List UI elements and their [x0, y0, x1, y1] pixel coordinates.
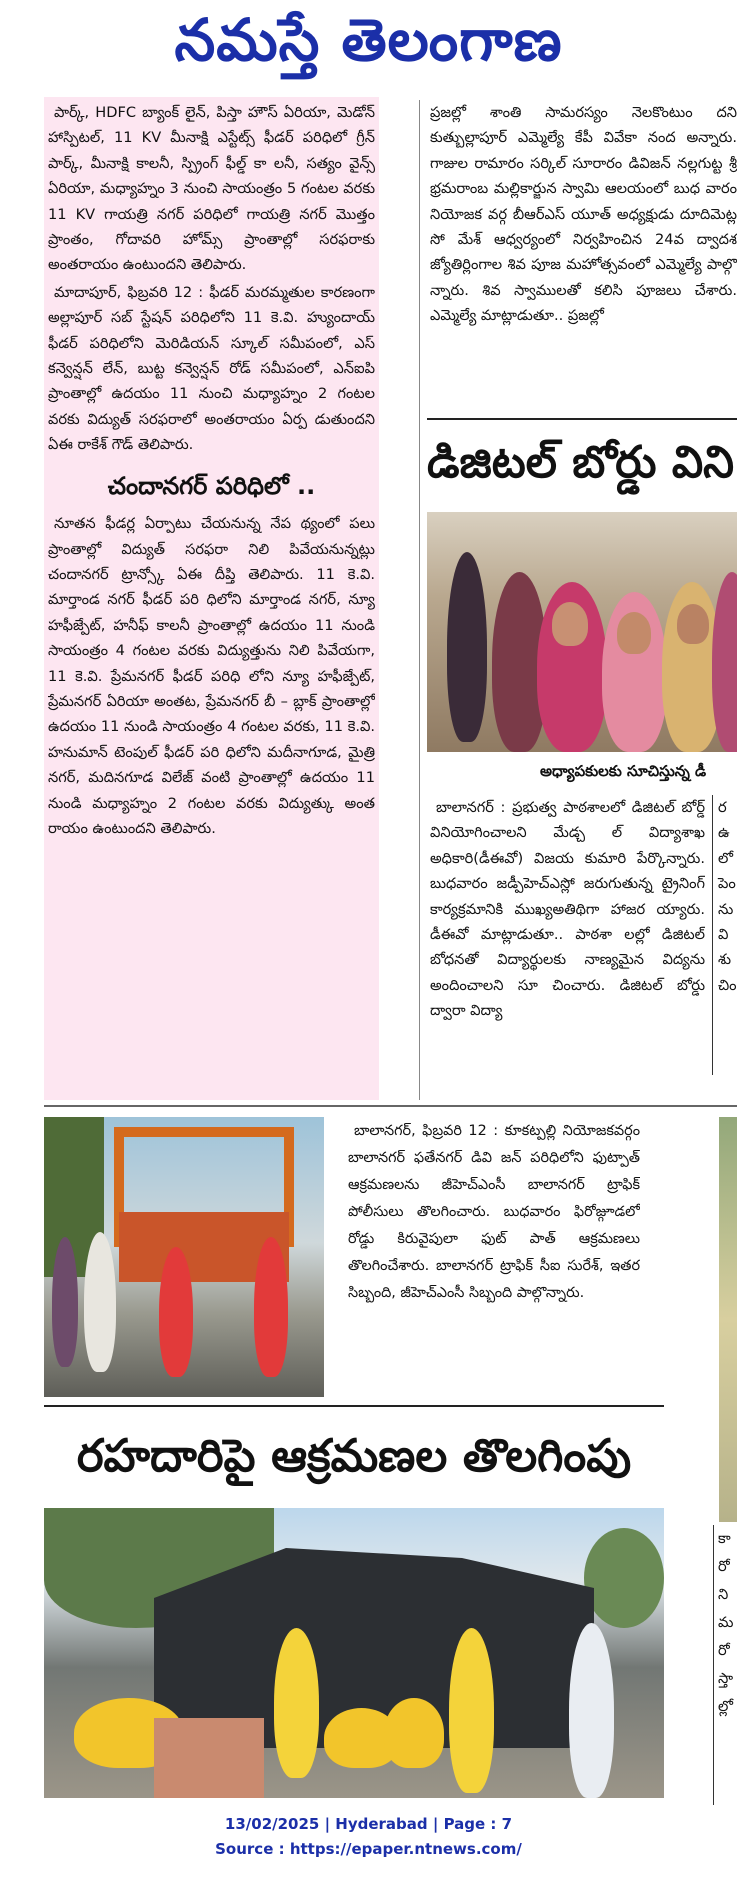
- edge-letter: శు: [718, 951, 732, 969]
- column-divider: [419, 100, 420, 1100]
- face-shape: [552, 602, 588, 646]
- truck-frame: [114, 1127, 294, 1137]
- footer-source-line: Source : https://epaper.ntnews.com/: [215, 1840, 522, 1858]
- edge-letter: ర: [718, 799, 727, 816]
- adjacent-divider: [713, 1525, 714, 1805]
- story-paragraph: ప్రజల్లో శాంతి సామరస్యం నెలకొంటుం దని కుత్బుల్లాపూర్ ఎమ్మెల్యే కేపీ వివేకా నంద అన్నారు. గాజుల రామారం సర్కిల్ సూరారం డివిజన్ నల్లగుట్ట శ్రీ భ్రమరాంబ మల్లికార్జున స్వామి ఆలయంలో బుధ వారం నియోజక వర్గ బీఆర్ఎస్ యూత్ అధ్యక్షుడు దూదిమెట్ల సో మేశ్ ఆధ్వర్యంలో నిర్వహించిన 24వ ద్వాదశ జ్యోతిర్లింగాల శివ పూజ మహోత్సవంలో ఎమ్మెల్యే పాల్గొ న్నారు. శివ స్వాములతో కలిసి పూజలు చేశారు. ఎమ్మెల్యే మాట్లాడుతూ.. ప్రజల్లో: [430, 104, 737, 325]
- edge-letter: స్తా: [718, 1670, 734, 1687]
- workers-photo: [44, 1508, 664, 1798]
- cargo-box: [154, 1718, 264, 1798]
- edge-letter: కా: [718, 1530, 731, 1547]
- edge-letter: వి: [718, 926, 729, 944]
- adjacent-column-fragment: [718, 1525, 737, 1721]
- edge-letter: లో: [718, 849, 734, 867]
- edge-letter: చిం: [718, 976, 737, 994]
- bystander-figure: [52, 1237, 78, 1367]
- police-figure: [254, 1237, 288, 1377]
- edge-letter: పెం: [718, 875, 736, 893]
- truck-photo: [44, 1117, 324, 1397]
- masthead-title: నమస్తే తెలంగాణ: [174, 6, 563, 74]
- digital-board-headline: డిజిటల్ బోర్డు విని: [427, 437, 735, 488]
- story-paragraph: పార్క్, HDFC బ్యాంక్ లైన్, పిస్తా హౌస్ ఏరియా, మెడోన్ హాస్పిటల్, 11 KV మీనాక్షి ఎస్టేట్స్ ఫీడర్ పరిధిలో గ్రీన్ పార్క్, మీనాక్షి కాలనీ, స్ప్రింగ్ ఫీల్డ్ కా లనీ, సత్యం వైన్స్ ఏరియా, మధ్యాహ్నం 3 నుంచి సాయంత్రం 5 గంటల వరకు 11 KV గాయత్రి నగర్ పరిధిలో గాయత్రి నగర్ మొత్తం ప్రాంతం, గోదావరి హోమ్స్ ప్రాంతాల్లో సరఫరాకు అంతరాయం ఉంటుందని తెలిపారు.: [48, 104, 375, 274]
- story-paragraph: నూతన ఫీడర్ల ఏర్పాటు చేయనున్న నేప థ్యంలో పలు ప్రాంతాల్లో విద్యుత్ సరఫరా నిలి పివేయనున్నట్లు చందానగర్ ట్రాన్స్కో ఏఈ దీప్తి తెలిపారు. 11 కె.వి. మార్తాండ నగర్ ఫీడర్ పరి ధిలోని మార్తాండ నగర్, న్యూ హఫీజ్పేట్, హనీఫ్ కాలనీ ప్రాంతాల్లో ఉదయం 11 నుండి సాయంత్రం 4 గంటల వరకు విద్యుత్తును నిలి పివేయగా, 11 కె.వి. ప్రేమనగర్ ఫీడర్ పరిధి లోని న్యూ హఫీజ్పేట్, ప్రేమనగర్ ఏరియా అంతట, ప్రేమనగర్ బీ – బ్లాక్ ప్రాంతాల్లో ఉదయం 11 నుండి సాయంత్రం 4 గంటల వరకు, 11 కె.వి. హనుమాన్ టెంపుల్ ఫీడర్ పరి ధిలోని మదీనాగూడ, మైత్రి నగర్, మదినగూడ విలేజ్ వంటి ప్రాంతాల్లో ఉదయం 11 నుండి మధ్యాహ్నం 2 గంటల వరకు విద్యుత్కు అంత రాయం ఉంటుందని తెలిపారు.: [48, 515, 375, 837]
- worker-figure: [384, 1698, 444, 1768]
- footer-edition-line: 13/02/2025 | Hyderabad | Page : 7: [224, 1815, 513, 1833]
- power-cut-story-text: [48, 100, 375, 1100]
- section-rule: [44, 1405, 664, 1407]
- worker-figure: [449, 1628, 494, 1793]
- edge-letter: ని: [718, 1586, 729, 1603]
- digital-story-divider: [712, 795, 713, 1075]
- chandanagar-subhead: చందానగర్ పరిధిలో ..: [107, 471, 316, 500]
- tree-shape: [584, 1528, 664, 1628]
- edge-letter: ఉ: [718, 824, 730, 842]
- section-rule: [427, 418, 737, 420]
- adjacent-column-fragment: [718, 795, 737, 998]
- worker-figure: [274, 1628, 319, 1778]
- edge-letter: రో: [718, 1642, 730, 1659]
- photo-caption: అధ్యాపకులకు సూచిస్తున్న డీ: [540, 762, 707, 780]
- story-paragraph: బాలానగర్, ఫిబ్రవరి 12 : కూకట్పల్లి నియోజకవర్గం బాలానగర్ ఫతేనగర్ డివి జన్ పరిధిలోని ఫుట్పాత్ ఆక్రమణలను జీహెచ్ఎంసీ బాలానగర్ ట్రాఫిక్ పోలీసులు తొలగించారు. బుధవారం ఫిరోజ్గూడలో రోడ్డు కిరువైపులా ఫుట్ పాత్ ఆక్రమణలు తొలగించేశారు. బాలానగర్ ట్రాఫిక్ సీఐ సురేశ్, ఇతర సిబ్బంది, జీహెచ్ఎంసీ సిబ్బంది పాల్గొన్నారు.: [348, 1123, 640, 1301]
- edge-letter: ను: [718, 900, 734, 918]
- police-figure: [159, 1247, 193, 1377]
- teacher-figure: [447, 552, 487, 742]
- classroom-photo: [427, 512, 737, 752]
- story-paragraph: మాదాపూర్, ఫిబ్రవరి 12 : ఫీడర్ మరమ్మతుల కారణంగా అల్లాపూర్ సబ్ స్టేషన్ పరిధిలోని 11 కె.వి. హ్యుందాయ్ ఫీడర్ పరిధిలోని మెరిడియన్ స్కూల్ సమీపంలో, ఎస్ కన్వెన్షన్ లేన్, బుట్ట కన్వెన్షన్ రోడ్ సమీపంలో, ఎన్ఐపి ప్రాంతాల్లో ఉదయం 11 నుంచి మధ్యాహ్నం 2 గంటల వరకు విద్యుత్ సరఫరాలో అంతరాయం ఏర్ప డుతుందని ఏఈ రాకేశ్ గౌడ్ తెలిపారు.: [48, 283, 375, 454]
- section-rule: [44, 1105, 737, 1107]
- encroachment-story-text: [348, 1118, 640, 1398]
- teacher-figure: [712, 572, 737, 752]
- mla-story-text: [430, 100, 737, 410]
- edge-letter: మ: [718, 1614, 734, 1631]
- edge-letter: ల్లో: [718, 1698, 734, 1715]
- face-shape: [677, 604, 709, 644]
- digital-story-text: [430, 795, 705, 1080]
- story-paragraph: బాలానగర్ : ప్రభుత్వ పాఠశాలలో డిజిటల్ బోర్డ్ వినియోగించాలని మేడ్చ ల్ విద్యాశాఖ అధికారి(డీఈవో) విజయ కుమారి పేర్కొన్నారు. బుధవారం జడ్పీహెచ్ఎస్లో జరుగుతున్న ట్రైనింగ్ కార్యక్రమానికి ముఖ్యఅతిథిగా హాజర య్యారు. డీఈవో మాట్లాడుతూ.. పాఠశా లల్లో డిజిటల్ బోధనతో విద్యార్థులకు నాణ్యమైన విద్యను అందించాలని సూ చించారు. డిజిటల్ బోర్డు ద్వారా విద్యా: [430, 799, 705, 1020]
- encroachment-headline: రహదారిపై ఆక్రమణల తొలగింపు: [76, 1429, 632, 1482]
- police-figure: [84, 1232, 116, 1372]
- adjacent-photo-fragment: [719, 1117, 737, 1522]
- edge-letter: రో: [718, 1558, 730, 1575]
- face-shape: [617, 612, 651, 654]
- officer-figure: [569, 1623, 614, 1798]
